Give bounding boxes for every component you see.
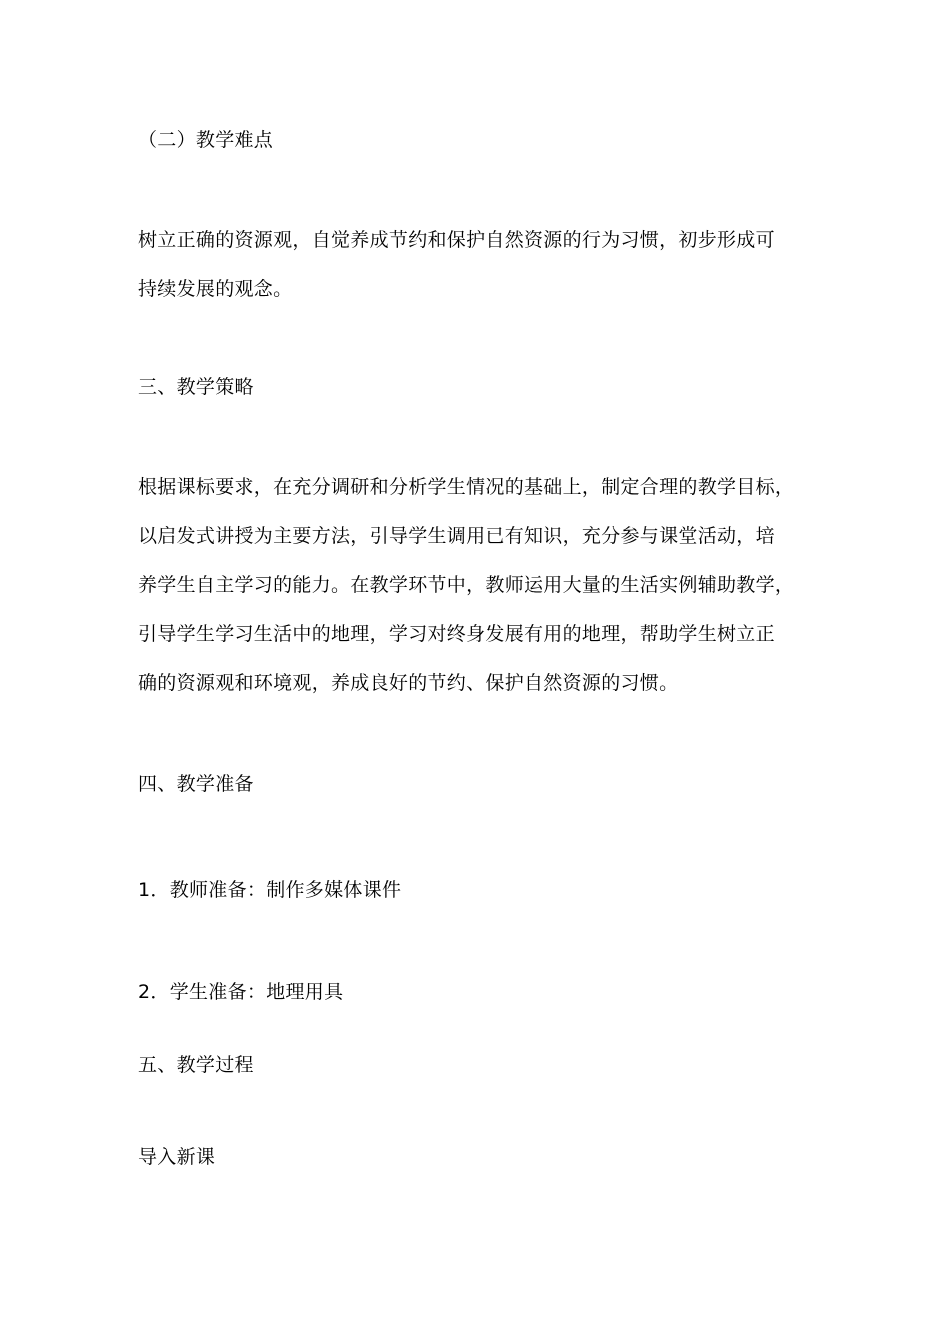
paragraph-line: 确的资源观和环境观，养成良好的节约、保护自然资源的习惯。 [138, 672, 679, 694]
paragraph-line: 养学生自主学习的能力。在教学环节中，教师运用大量的生活实例辅助教学， [138, 574, 795, 596]
paragraph-line: 持续发展的观念。 [138, 278, 293, 300]
difficulty-paragraph [138, 216, 818, 314]
section-heading-strategy: 三、教学策略 [138, 376, 254, 398]
paragraph-line: 引导学生学习生活中的地理，学习对终身发展有用的地理，帮助学生树立正 [138, 623, 775, 645]
paragraph-line: 树立正确的资源观，自觉养成节约和保护自然资源的行为习惯，初步形成可 [138, 229, 775, 251]
paragraph-line: 以启发式讲授为主要方法，引导学生调用已有知识，充分参与课堂活动，培 [138, 525, 775, 547]
section-heading-preparation: 四、教学准备 [138, 773, 254, 795]
section-heading-process: 五、教学过程 [138, 1054, 254, 1076]
section-heading-difficulty: （二）教学难点 [138, 129, 274, 151]
paragraph-line: 根据课标要求，在充分调研和分析学生情况的基础上，制定合理的教学目标， [138, 476, 795, 498]
preparation-item-student: 2．学生准备：地理用具 [138, 981, 344, 1003]
strategy-paragraph [138, 463, 818, 708]
subheading-intro: 导入新课 [138, 1146, 216, 1168]
preparation-item-teacher: 1．教师准备：制作多媒体课件 [138, 879, 402, 901]
